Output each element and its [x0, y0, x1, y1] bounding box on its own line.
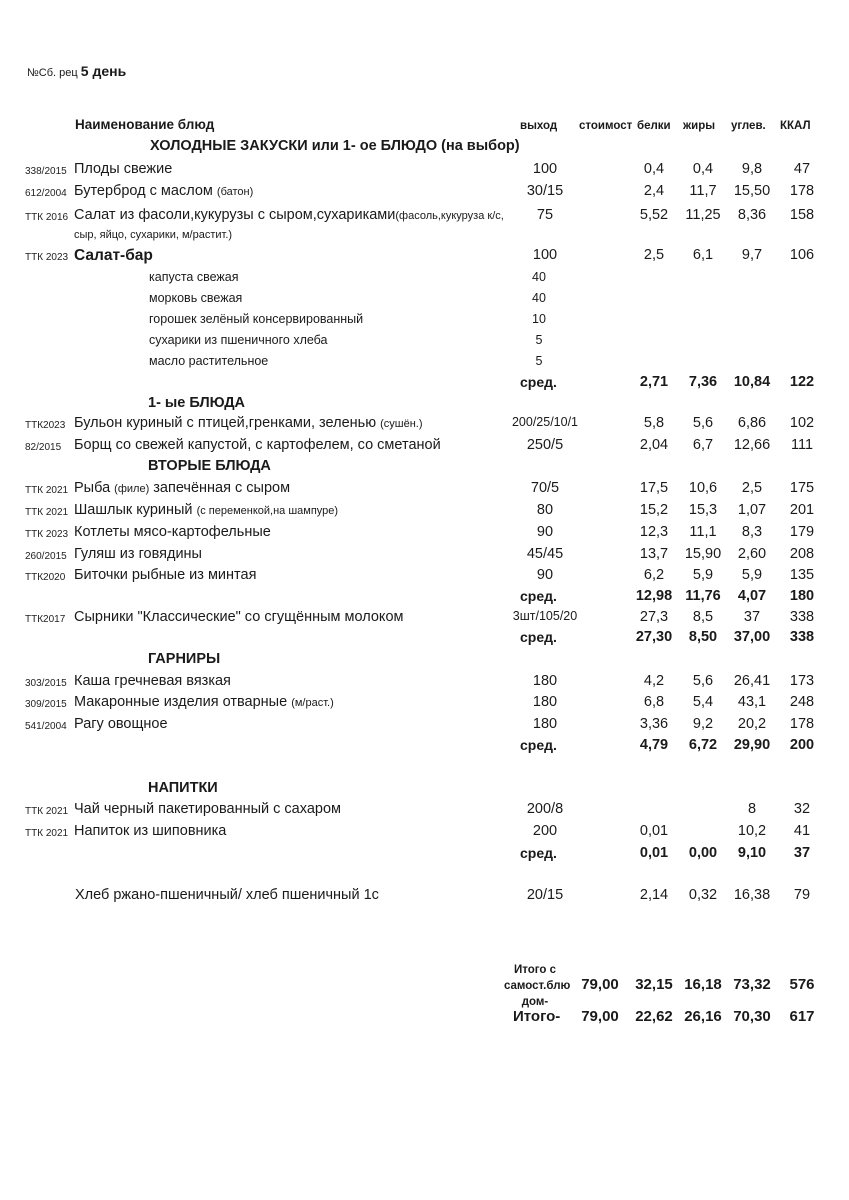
section-cold-appetizers: ХОЛОДНЫЕ ЗАКУСКИ или 1- ое БЛЮДО (на выбор): [150, 138, 520, 154]
cell-kcal: 102: [789, 415, 815, 431]
col-header-carbs: углев.: [731, 120, 766, 132]
ingredient-yield: 10: [532, 312, 546, 326]
total-carbs: 70,30: [733, 1008, 771, 1025]
cell-carbs: 15,50: [733, 183, 771, 199]
recipe-code: 309/2015: [25, 699, 67, 710]
cell-kcal: 111: [790, 437, 814, 453]
section-drinks: НАПИТКИ: [148, 780, 218, 796]
recipe-code: 338/2015: [25, 166, 67, 177]
col-header-protein: белки: [637, 120, 671, 132]
dish-name: [74, 183, 253, 199]
average-carbs: 4,07: [737, 588, 767, 604]
recipe-code: ТТК 2021: [25, 507, 69, 518]
dish-name: [74, 502, 338, 518]
recipe-code: 612/2004: [25, 188, 67, 199]
total-own-cost: 79,00: [581, 976, 619, 993]
cell-protein: 6,2: [643, 567, 665, 583]
cell-yield: 70/5: [530, 480, 560, 496]
dish-name: [74, 437, 441, 453]
col-header-fat: жиры: [683, 120, 716, 132]
cell-fat: 11,25: [685, 207, 721, 223]
cell-kcal: 178: [789, 716, 815, 732]
cell-yield: 200: [532, 823, 558, 839]
dish-name-text: Бульон куриный с птицей,гренками, зеленью: [74, 415, 381, 431]
cell-carbs: 37: [743, 609, 761, 625]
ingredient-name: горошек зелёный консервированный: [149, 312, 364, 326]
average-fat: 7,36: [688, 374, 718, 390]
dish-note: (филе): [114, 483, 150, 495]
dish-name-text: Плоды свежие: [74, 161, 173, 177]
cell-fat: 6,7: [692, 437, 714, 453]
cell-protein: 15,2: [639, 502, 669, 518]
cell-fat: 5,4: [692, 694, 714, 710]
cell-yield: 180: [532, 673, 558, 689]
cell-carbs: 9,8: [741, 161, 763, 177]
dish-name: [74, 207, 504, 223]
section-first-courses: 1- ые БЛЮДА: [148, 395, 246, 411]
cell-kcal: 173: [789, 673, 815, 689]
average-fat: 11,76: [685, 588, 721, 604]
cell-yield: 100: [532, 247, 558, 263]
cell-protein: 5,8: [643, 415, 665, 431]
cell-fat: 6,1: [692, 247, 714, 263]
cell-kcal: 158: [789, 207, 815, 223]
recipe-code: ТТК 2016: [25, 212, 69, 223]
cell-carbs: 8,36: [737, 207, 767, 223]
cell-carbs: 1,07: [737, 502, 767, 518]
dish-name-text: Шашлык куриный: [74, 502, 197, 518]
col-header-yield: выход: [520, 120, 558, 132]
cell-yield: 250/5: [526, 437, 564, 453]
dish-name: [74, 415, 423, 431]
cell-carbs: 16,38: [733, 887, 771, 903]
cell-protein: 6,8: [643, 694, 665, 710]
dish-name: [74, 609, 403, 625]
average-fat: 0,00: [688, 845, 718, 861]
cell-protein: 17,5: [639, 480, 669, 496]
cell-kcal: 179: [789, 524, 815, 540]
dish-name: [74, 567, 256, 583]
section-garnishes: ГАРНИРЫ: [148, 651, 221, 667]
cell-yield: 3шт/105/20: [512, 609, 578, 623]
dish-name-text: запечённая с сыром: [149, 480, 291, 496]
cell-yield: 30/15: [526, 183, 564, 199]
recipe-code: 303/2015: [25, 678, 67, 689]
cell-yield: 45/45: [526, 546, 564, 562]
average-carbs: 10,84: [733, 374, 771, 390]
cell-kcal: 175: [789, 480, 815, 496]
dish-name-text: Чай черный пакетированный с сахаром: [74, 801, 341, 817]
average-kcal: 180: [789, 588, 815, 604]
total-fat: 26,16: [684, 1008, 722, 1025]
cell-kcal: 338: [789, 609, 815, 625]
cell-protein: 3,36: [639, 716, 669, 732]
cell-yield: 20/15: [526, 887, 564, 903]
cell-yield: 80: [536, 502, 554, 518]
dish-name-text: Хлеб ржано-пшеничный/ хлеб пшеничный 1с: [75, 887, 379, 903]
average-kcal: 37: [793, 845, 811, 861]
average-label: сред.: [520, 845, 557, 861]
total-label-line: Итого с: [513, 964, 557, 976]
total-label-line: самост.блю: [504, 980, 571, 992]
cell-carbs: 5,9: [741, 567, 763, 583]
cell-protein: 13,7: [639, 546, 669, 562]
total-with-own-dishes-label: [504, 962, 571, 1010]
dish-name-text: Гуляш из говядины: [74, 546, 202, 562]
average-kcal: 338: [789, 629, 815, 645]
total-own-fat: 16,18: [684, 976, 722, 993]
cell-yield: 200/25/10/1: [511, 415, 579, 429]
cell-fat: 5,6: [692, 673, 714, 689]
cell-yield: 100: [532, 161, 558, 177]
dish-note: (м/раст.): [291, 697, 334, 709]
recipe-code: ТТК2020: [25, 572, 66, 583]
total-own-kcal: 576: [789, 976, 815, 993]
recipe-code: ТТК 2021: [25, 485, 69, 496]
recipe-code: 541/2004: [25, 721, 67, 732]
cell-protein: 2,5: [643, 247, 665, 263]
cell-protein: 2,14: [639, 887, 669, 903]
cell-carbs: 9,7: [741, 247, 763, 263]
cell-carbs: 2,60: [737, 546, 767, 562]
average-label: сред.: [520, 629, 557, 645]
total-label-line: дом-: [521, 996, 549, 1008]
col-header-kcal: ККАЛ: [780, 120, 811, 132]
ingredient-name: капуста свежая: [149, 270, 239, 284]
cell-yield: 180: [532, 694, 558, 710]
cell-kcal: 32: [793, 801, 811, 817]
cell-yield: 75: [536, 207, 554, 223]
cell-kcal: 41: [793, 823, 811, 839]
cell-yield: 90: [536, 524, 554, 540]
dish-name-text: Каша гречневая вязкая: [74, 673, 231, 689]
dish-name: [74, 546, 202, 562]
cell-kcal: 248: [789, 694, 815, 710]
cell-yield: 180: [532, 716, 558, 732]
cell-fat: 11,1: [689, 524, 717, 540]
cell-protein: 2,4: [643, 183, 665, 199]
average-carbs: 37,00: [733, 629, 771, 645]
cell-carbs: 12,66: [733, 437, 771, 453]
dish-name: [74, 801, 341, 817]
dish-name: [74, 823, 226, 839]
total-own-carbs: 73,32: [733, 976, 771, 993]
average-label: сред.: [520, 737, 557, 753]
dish-name-text: Салат-бар: [74, 247, 153, 264]
total-label: Итого-: [513, 1008, 561, 1025]
cell-protein: 5,52: [639, 207, 669, 223]
ingredient-yield: 5: [535, 333, 543, 347]
cell-protein: 2,04: [639, 437, 669, 453]
cell-carbs: 20,2: [737, 716, 767, 732]
ingredient-yield: 40: [532, 270, 546, 284]
cell-fat: 11,7: [689, 183, 717, 199]
dish-note: (фасоль,кукуруза к/с,: [395, 210, 504, 222]
recipe-code: 260/2015: [25, 551, 67, 562]
cell-fat: 0,4: [692, 161, 714, 177]
cell-yield: 90: [536, 567, 554, 583]
recipe-code: 82/2015: [25, 442, 62, 453]
dish-name: [74, 247, 153, 265]
col-header-name: Наименование блюд: [75, 117, 215, 132]
cell-protein: 0,01: [639, 823, 669, 839]
dish-name: [74, 716, 168, 732]
dish-name-text: Биточки рыбные из минтая: [74, 567, 257, 583]
dish-name: [74, 694, 334, 710]
dish-note: (батон): [216, 186, 254, 198]
cell-protein: 4,2: [643, 673, 665, 689]
recipe-collection-label: [27, 63, 126, 79]
dish-name-text: Бутерброд с маслом: [74, 183, 217, 199]
cell-carbs: 8,3: [741, 524, 763, 540]
ingredient-name: масло растительное: [149, 354, 269, 368]
recipe-code: ТТК2023: [25, 420, 66, 431]
dish-name: [75, 887, 379, 903]
cell-fat: 5,6: [692, 415, 714, 431]
average-fat: 6,72: [688, 737, 718, 753]
cell-fat: 10,6: [688, 480, 718, 496]
header-prefix: №Сб. рец: [27, 67, 78, 79]
total-kcal: 617: [789, 1008, 815, 1025]
ingredient-name: морковь свежая: [149, 291, 243, 305]
cell-protein: 27,3: [639, 609, 669, 625]
cell-carbs: 8: [747, 801, 757, 817]
cell-protein: 0,4: [643, 161, 665, 177]
cell-kcal: 106: [789, 247, 815, 263]
average-carbs: 9,10: [737, 845, 767, 861]
cell-carbs: 2,5: [741, 480, 763, 496]
average-protein: 0,01: [639, 845, 669, 861]
recipe-code: ТТК 2023: [25, 529, 69, 540]
total-protein: 22,62: [635, 1008, 673, 1025]
cell-kcal: 208: [789, 546, 815, 562]
recipe-code: ТТК 2021: [25, 828, 69, 839]
cell-carbs: 6,86: [737, 415, 767, 431]
dish-name: [74, 524, 271, 540]
cell-protein: 12,3: [639, 524, 669, 540]
cell-carbs: 26,41: [733, 673, 771, 689]
dish-name-text: Борщ со свежей капустой, с картофелем, со сметаной: [74, 437, 441, 453]
average-protein: 12,98: [635, 588, 673, 604]
average-label: сред.: [520, 588, 557, 604]
col-header-cost: стоимост: [579, 120, 633, 132]
dish-name: [74, 161, 172, 177]
cell-carbs: 43,1: [737, 694, 767, 710]
average-kcal: 122: [789, 374, 815, 390]
cell-fat: 0,32: [688, 887, 718, 903]
dish-name-text: Котлеты мясо-картофельные: [74, 524, 271, 540]
average-kcal: 200: [789, 737, 815, 753]
ingredient-name: сухарики из пшеничного хлеба: [149, 333, 328, 347]
day-title: 5 день: [80, 63, 127, 79]
average-label: сред.: [520, 374, 557, 390]
cell-kcal: 79: [793, 887, 811, 903]
total-cost: 79,00: [581, 1008, 619, 1025]
total-own-protein: 32,15: [635, 976, 673, 993]
cell-yield: 200/8: [526, 801, 564, 817]
recipe-code: ТТК 2021: [25, 806, 69, 817]
cell-fat: 15,90: [684, 546, 722, 562]
section-second-courses: ВТОРЫЕ БЛЮДА: [148, 458, 271, 474]
cell-kcal: 47: [793, 161, 811, 177]
dish-note: (с переменкой,на шампуре): [196, 505, 339, 517]
average-protein: 27,30: [635, 629, 673, 645]
dish-name: [74, 480, 290, 496]
average-protein: 4,79: [639, 737, 669, 753]
average-carbs: 29,90: [733, 737, 771, 753]
recipe-code: ТТК 2023: [25, 252, 69, 263]
cell-fat: 8,5: [692, 609, 714, 625]
cell-carbs: 10,2: [737, 823, 767, 839]
cell-fat: 5,9: [692, 567, 714, 583]
cell-kcal: 201: [789, 502, 815, 518]
dish-name: [74, 673, 231, 689]
dish-name-text: Рагу овощное: [74, 716, 168, 732]
ingredient-yield: 40: [532, 291, 546, 305]
average-fat: 8,50: [688, 629, 718, 645]
dish-name-text: Салат из фасоли,кукурузы с сыром,сухариками: [74, 207, 396, 223]
dish-name-text: Напиток из шиповника: [74, 823, 227, 839]
ingredient-yield: 5: [535, 354, 543, 368]
recipe-code: ТТК2017: [25, 614, 66, 625]
average-protein: 2,71: [639, 374, 669, 390]
dish-note-continued: сыр, яйцо, сухарики, м/растит.): [74, 229, 233, 241]
dish-name-text: Макаронные изделия отварные: [74, 694, 292, 710]
cell-fat: 15,3: [688, 502, 718, 518]
cell-fat: 9,2: [692, 716, 714, 732]
cell-kcal: 178: [789, 183, 815, 199]
dish-note: (сушён.): [380, 418, 423, 430]
cell-kcal: 135: [789, 567, 815, 583]
dish-name-text: Рыба: [74, 480, 115, 496]
dish-name-text: Сырники "Классические" со сгущённым молоком: [74, 609, 404, 625]
